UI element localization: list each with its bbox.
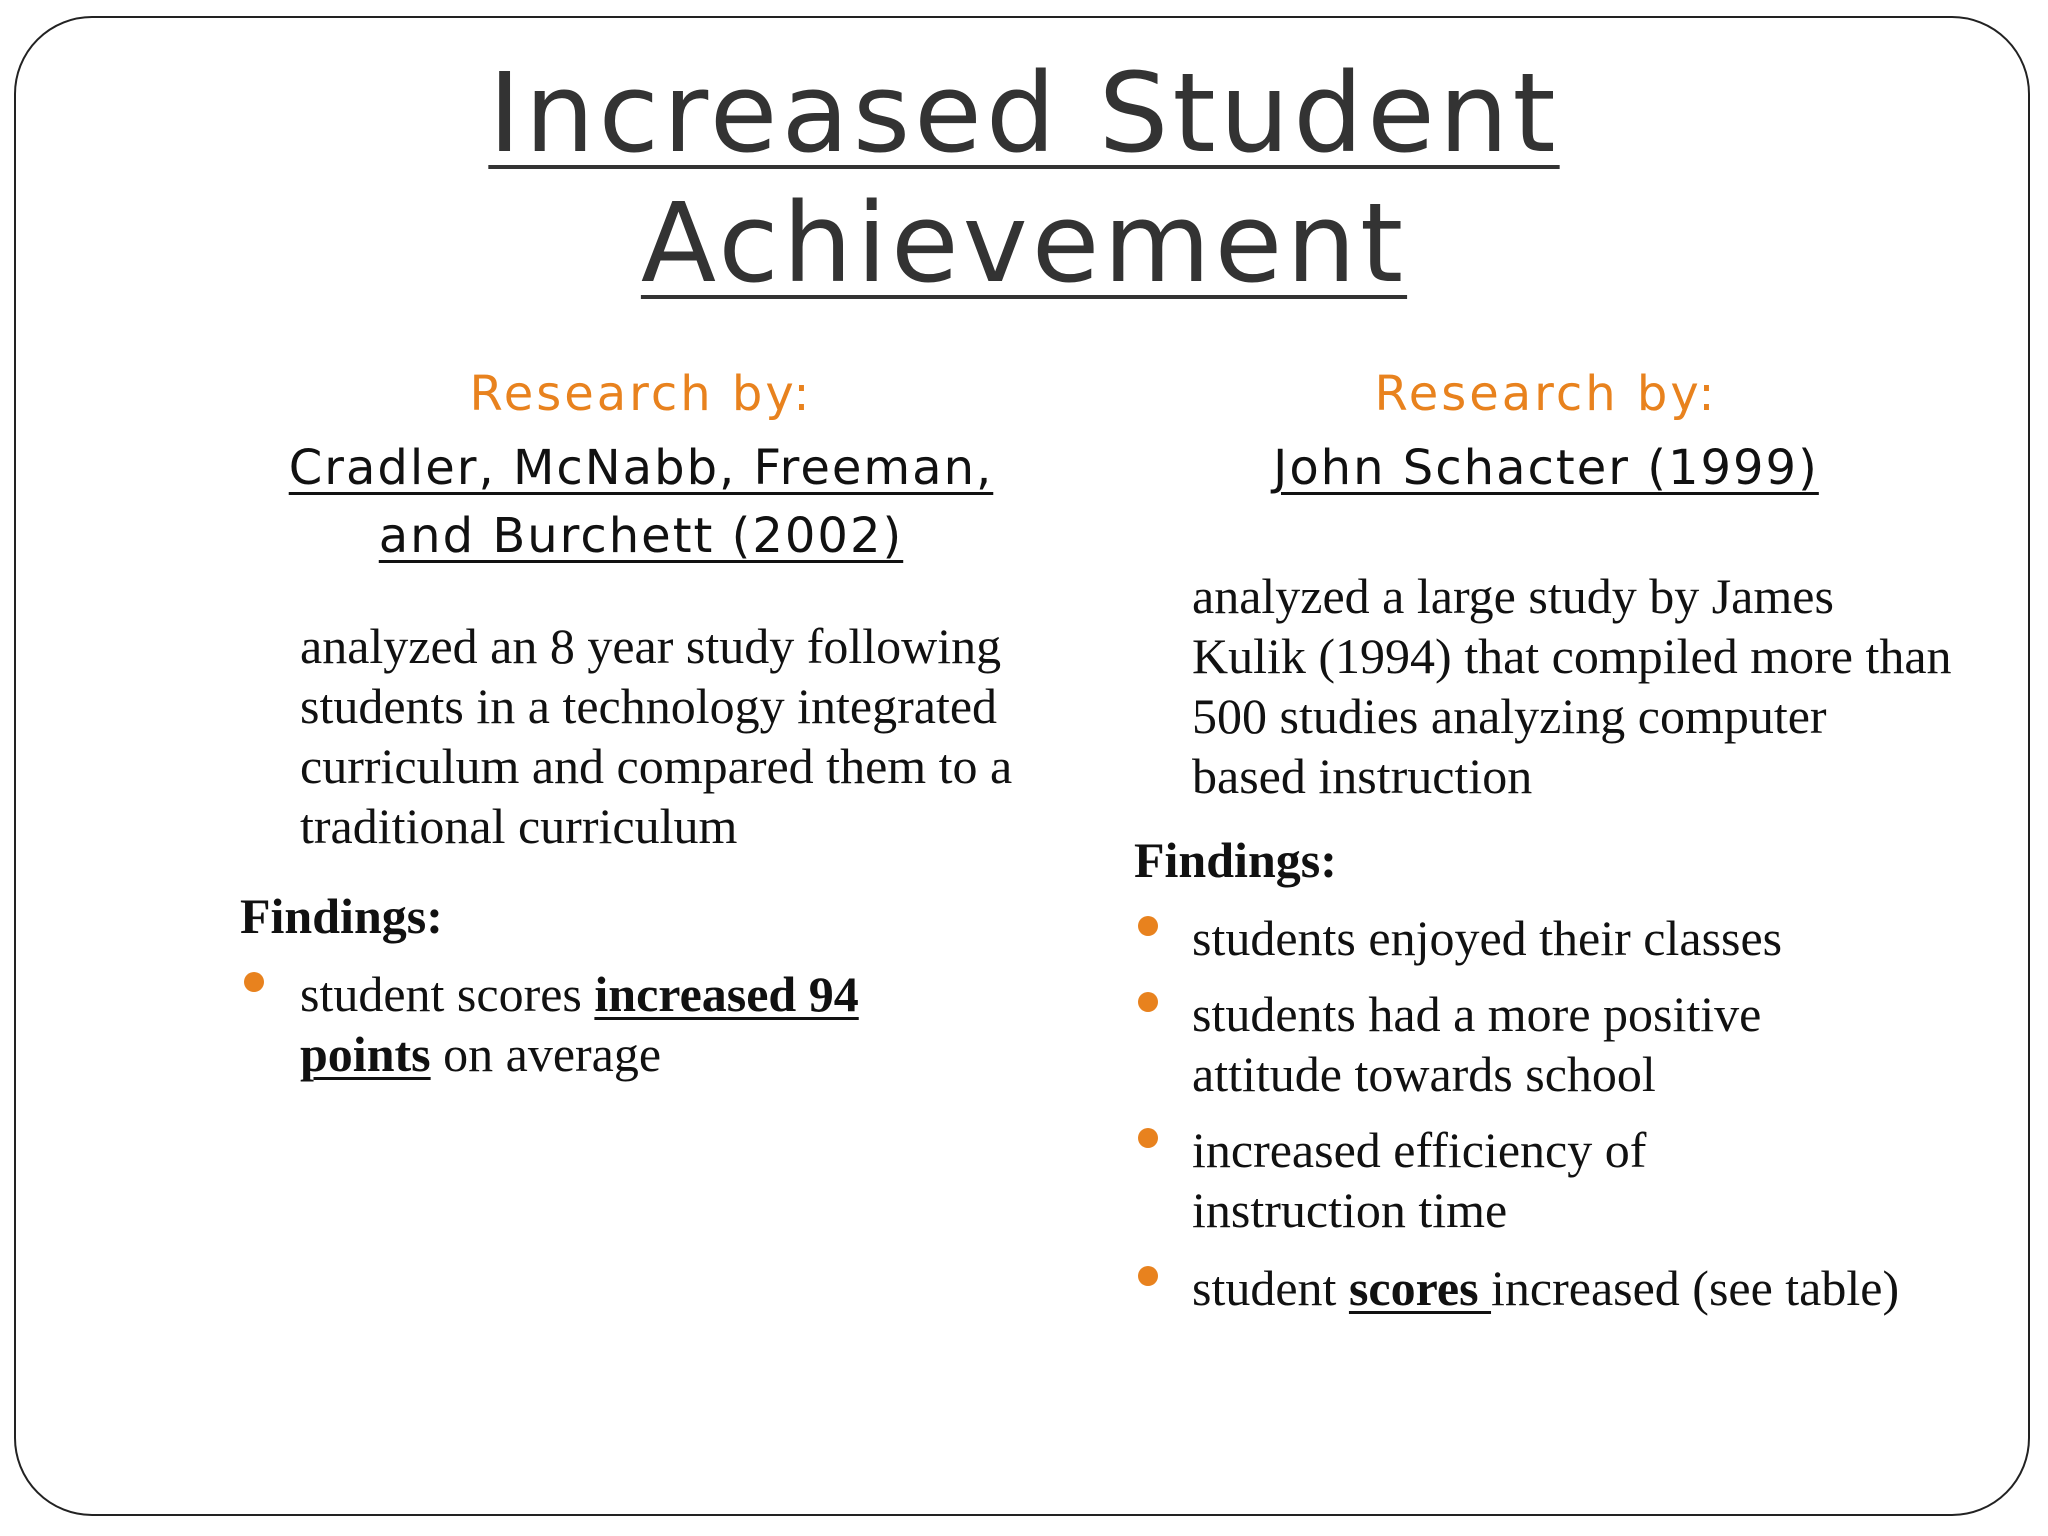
right-finding-4-pre: student bbox=[1192, 1260, 1349, 1316]
left-finding-1 bbox=[300, 964, 1040, 1084]
left-finding-1-emphasis-a: increased 94 bbox=[594, 966, 859, 1022]
right-findings-label: Findings: bbox=[1134, 832, 1337, 888]
bullet-icon bbox=[1138, 916, 1158, 936]
right-column bbox=[1136, 18, 1956, 1514]
left-author-line-2: and Burchett (2002) bbox=[378, 508, 904, 564]
right-finding-4-emphasis: scores bbox=[1348, 1260, 1492, 1316]
left-finding-1-emphasis-b: points bbox=[300, 1026, 431, 1082]
right-finding-4-post: increased (see table) bbox=[1491, 1260, 1900, 1316]
bullet-icon bbox=[1138, 992, 1158, 1012]
slide bbox=[14, 16, 2030, 1516]
left-finding-1-pre: student scores bbox=[300, 966, 595, 1022]
right-description: analyzed a large study by James Kulik (1994) that compiled more than 500 studies analyzing computer based instruction bbox=[1192, 568, 1952, 804]
left-findings-label: Findings: bbox=[240, 888, 443, 944]
right-finding-2: students had a more positive attitude towards school bbox=[1192, 986, 1762, 1102]
left-research-label: Research by: bbox=[469, 366, 813, 422]
right-research-label: Research by: bbox=[1374, 366, 1718, 422]
bullet-icon bbox=[244, 972, 264, 992]
bullet-icon bbox=[1138, 1266, 1158, 1286]
left-author-line-1: Cradler, McNabb, Freeman, bbox=[288, 440, 994, 496]
title-line-1: Increased Student bbox=[488, 49, 1560, 177]
left-description: analyzed an 8 year study following students in a technology integrated curriculum and compared them to a traditional curriculum bbox=[300, 618, 1013, 854]
left-finding-1-post: on average bbox=[430, 1026, 662, 1082]
left-column bbox=[226, 18, 1056, 1514]
bullet-icon bbox=[1138, 1128, 1158, 1148]
left-author bbox=[226, 434, 1056, 570]
right-finding-1: students enjoyed their classes bbox=[1192, 910, 1783, 966]
right-finding-3: increased efficiency of instruction time bbox=[1192, 1122, 1647, 1238]
right-author-name: John Schacter (1999) bbox=[1273, 440, 1819, 496]
right-author bbox=[1136, 434, 1956, 502]
title-line-2: Achievement bbox=[640, 179, 1408, 307]
right-finding-4 bbox=[1192, 1258, 1912, 1318]
